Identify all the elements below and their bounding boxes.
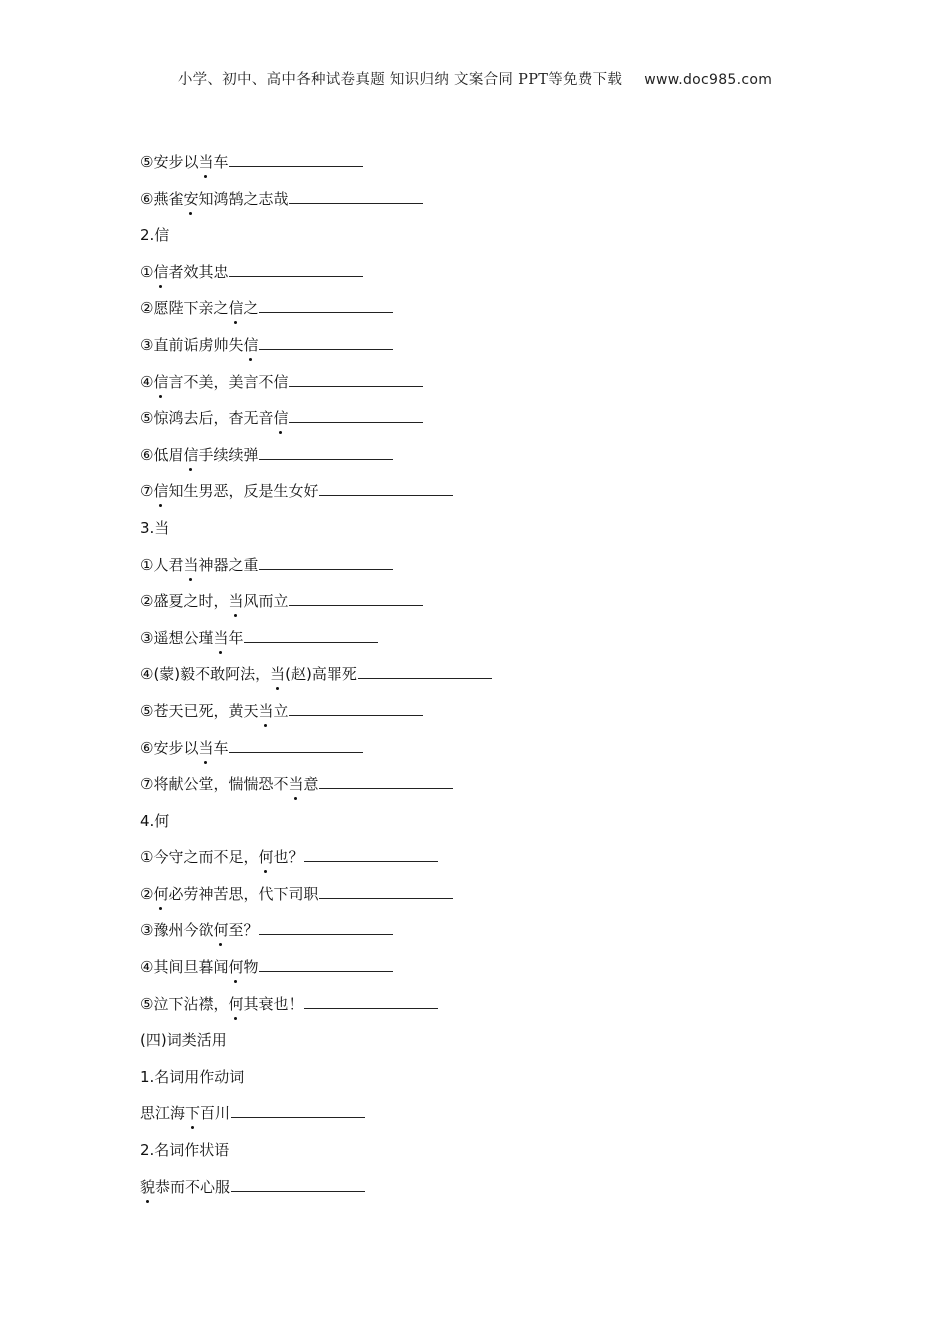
item-text-before: 思江海: [140, 1104, 186, 1123]
answer-blank[interactable]: [319, 480, 453, 496]
answer-blank[interactable]: [231, 1176, 365, 1192]
exercise-item: [140, 992, 840, 1029]
exercise-item: [140, 882, 840, 919]
answer-blank[interactable]: [358, 663, 492, 679]
emphasized-char: 何: [258, 845, 273, 869]
section-heading: [140, 809, 840, 846]
answer-blank[interactable]: [319, 883, 453, 899]
item-text-before: ②: [140, 884, 154, 903]
item-text-after: 也？: [273, 848, 304, 867]
item-text-after: 风而立: [243, 592, 289, 611]
item-text-before: ⑥安步以: [140, 738, 199, 757]
emphasized-char: 信: [153, 260, 168, 284]
section-heading: [140, 1028, 840, 1065]
answer-blank[interactable]: [244, 627, 378, 643]
answer-blank[interactable]: [289, 371, 423, 387]
item-text-after: 知生男恶，反是生女好: [168, 482, 319, 501]
item-text-before: ③豫州今欲: [140, 921, 214, 940]
section-heading: [140, 1138, 840, 1175]
answer-blank[interactable]: [259, 334, 393, 350]
exercise-item: [140, 772, 840, 809]
answer-blank[interactable]: [259, 297, 393, 313]
item-text-before: 1.名词用作动词: [140, 1067, 245, 1086]
emphasized-char: 下: [185, 1101, 200, 1125]
emphasized-char: 当: [270, 662, 285, 686]
exercise-item: [140, 553, 840, 590]
item-text-after: 神器之重: [198, 555, 259, 574]
exercise-item: [140, 662, 840, 699]
exercise-item: [140, 443, 840, 480]
item-text-after: 言不美，美言不信: [168, 372, 289, 391]
item-text-after: 百川: [200, 1104, 231, 1123]
section-heading: [140, 1065, 840, 1102]
section-heading: [140, 516, 840, 553]
exercise-item: [140, 260, 840, 297]
answer-blank[interactable]: [229, 261, 363, 277]
emphasized-char: 貌: [140, 1175, 155, 1199]
answer-blank[interactable]: [289, 188, 423, 204]
answer-blank[interactable]: [304, 846, 438, 862]
item-text-after: 手续续弹: [198, 445, 259, 464]
exercise-item: [140, 845, 840, 882]
item-text-before: ④: [140, 372, 154, 391]
emphasized-char: 何: [153, 882, 168, 906]
answer-blank[interactable]: [259, 919, 393, 935]
item-text-before: ②盛夏之时，: [140, 592, 229, 611]
item-text-after: 意: [303, 775, 319, 794]
emphasized-char: 当: [288, 772, 303, 796]
section-heading: [140, 223, 840, 260]
item-text-before: (四)词类活用: [140, 1031, 227, 1050]
emphasized-char: 当: [198, 150, 213, 174]
item-text-before: ①: [140, 262, 154, 281]
emphasized-char: 信: [273, 406, 288, 430]
item-text-after: 之: [243, 299, 259, 318]
item-text-before: ②愿陛下亲之: [140, 299, 229, 318]
answer-blank[interactable]: [304, 993, 438, 1009]
item-text-after: 其衰也！: [243, 994, 304, 1013]
exercise-item: [140, 955, 840, 992]
emphasized-char: 信: [243, 333, 258, 357]
header-title: 小学、初中、高中各种试卷真题 知识归纳 文案合同 PPT等免费下载: [177, 72, 623, 88]
exercise-item: [140, 370, 840, 407]
answer-blank[interactable]: [231, 1102, 365, 1118]
item-text-before: ⑤泣下沾襟，: [140, 994, 229, 1013]
item-text-before: ①今守之而不足，: [140, 848, 259, 867]
emphasized-char: 当: [198, 736, 213, 760]
item-text-after: (赵)高罪死: [285, 665, 357, 684]
emphasized-char: 信: [183, 443, 198, 467]
answer-blank[interactable]: [229, 737, 363, 753]
emphasized-char: 信: [153, 370, 168, 394]
item-text-before: 3.当: [140, 518, 170, 537]
item-text-before: 2.信: [140, 226, 170, 245]
answer-blank[interactable]: [259, 554, 393, 570]
answer-blank[interactable]: [229, 151, 363, 167]
item-text-before: ⑤安步以: [140, 153, 199, 171]
answer-blank[interactable]: [289, 407, 423, 423]
item-text-before: ④其间旦暮闻: [140, 958, 229, 977]
emphasized-char: 当: [228, 589, 243, 613]
exercise-item: [140, 918, 840, 955]
answer-blank[interactable]: [289, 700, 423, 716]
item-text-before: ⑥低眉: [140, 445, 184, 464]
emphasized-char: 当: [258, 699, 273, 723]
item-text-before: ⑤惊鸿去后，杳无音: [140, 409, 274, 428]
answer-blank[interactable]: [319, 773, 453, 789]
item-text-before: ③遥想公瑾: [140, 628, 214, 647]
item-text-before: ③直前诟虏帅失: [140, 335, 244, 354]
item-text-before: ⑦: [140, 482, 154, 501]
item-text-before: ①人君: [140, 555, 184, 574]
exercise-item: [140, 699, 840, 736]
page-header: [0, 68, 950, 89]
item-text-before: ⑦将献公堂，惴惴恐不: [140, 775, 289, 794]
answer-blank[interactable]: [289, 590, 423, 606]
exercise-item: [140, 187, 840, 224]
exercise-item: [140, 589, 840, 626]
emphasized-char: 安: [183, 187, 198, 211]
emphasized-char: 信: [228, 296, 243, 320]
item-text-after: 立: [273, 701, 289, 720]
emphasized-char: 何: [213, 918, 228, 942]
item-text-after: 年: [228, 628, 244, 647]
item-text-after: 物: [243, 958, 259, 977]
item-text-before: ④(蒙)毅不敢阿法，: [140, 665, 271, 684]
exercise-content: [140, 150, 840, 1211]
emphasized-char: 何: [228, 992, 243, 1016]
emphasized-char: 当: [183, 553, 198, 577]
item-text-after: 知鸿鹄之志哉: [198, 189, 289, 208]
exercise-item: [140, 736, 840, 773]
answer-blank[interactable]: [259, 956, 393, 972]
item-text-after: 至？: [228, 921, 259, 940]
emphasized-char: 当: [213, 626, 228, 650]
emphasized-char: 信: [153, 479, 168, 503]
item-text-after: 必劳神苦思，代下司职: [168, 884, 319, 903]
item-text-before: ⑥燕雀: [140, 189, 184, 208]
item-text-after: 恭而不心服: [155, 1177, 231, 1196]
emphasized-char: 何: [228, 955, 243, 979]
answer-blank[interactable]: [259, 444, 393, 460]
exercise-item: [140, 333, 840, 370]
item-text-after: 者效其忠: [168, 262, 229, 281]
item-text-before: 2.名词作状语: [140, 1141, 230, 1160]
exercise-item: [140, 1101, 840, 1138]
exercise-item: [140, 150, 840, 187]
item-text-after: 车: [213, 153, 229, 171]
item-text-before: ⑤苍天已死，黄天: [140, 701, 259, 720]
exercise-item: [140, 479, 840, 516]
exercise-item: [140, 1175, 840, 1212]
exercise-item: [140, 406, 840, 443]
header-site: www.doc985.com: [644, 72, 773, 88]
exercise-item: [140, 296, 840, 333]
exercise-item: [140, 626, 840, 663]
item-text-after: 车: [213, 738, 229, 757]
item-text-before: 4.何: [140, 811, 170, 830]
